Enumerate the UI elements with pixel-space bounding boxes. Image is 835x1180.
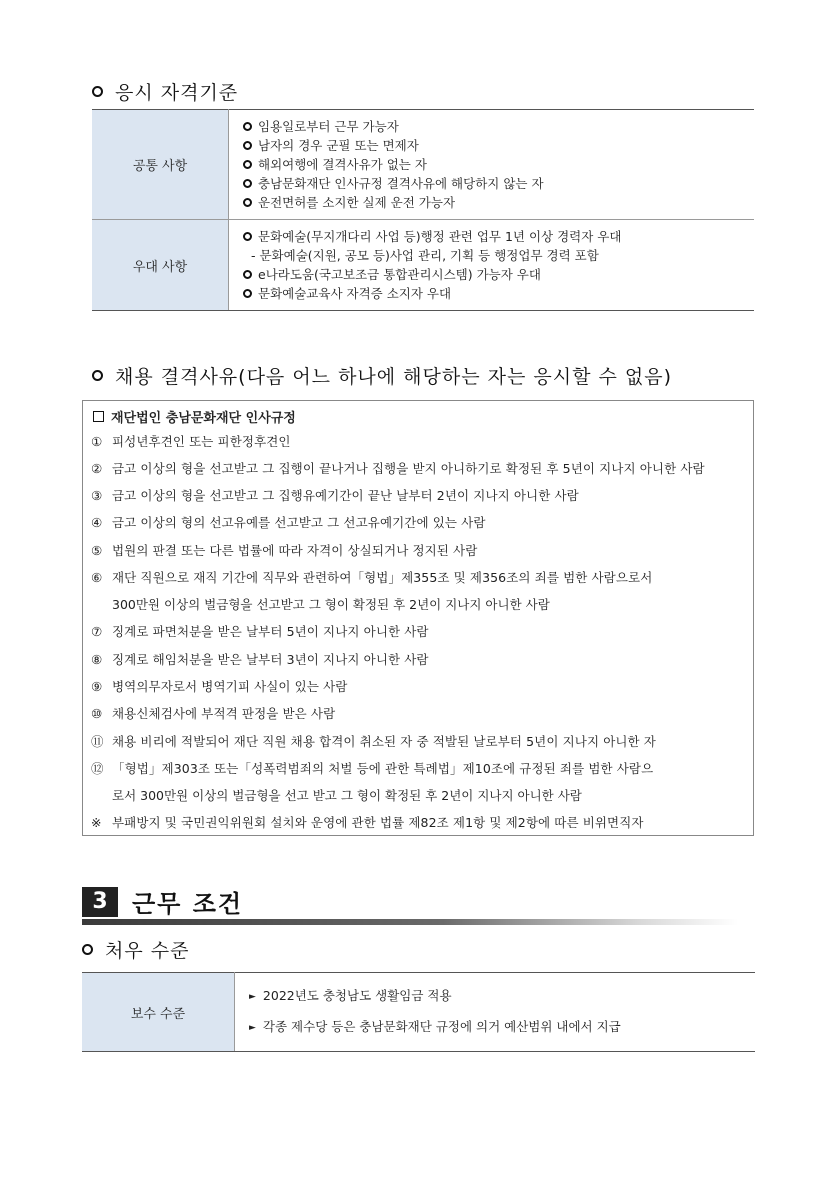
square-bullet-icon [93, 411, 104, 422]
circle-bullet-icon [92, 370, 103, 381]
list-item: ⑨ 병역의무자로서 병역기피 사실이 있는 사람 [91, 679, 348, 694]
common-requirements [229, 110, 755, 220]
circle-bullet-icon [243, 160, 252, 169]
list-item-continuation: 300만원 이상의 벌금형을 선고받고 그 형이 확정된 후 2년이 지나지 아니한 사람 [112, 597, 550, 612]
list-item: ⑩ 채용신체검사에 부적격 판정을 받은 사람 [91, 706, 336, 721]
triangle-bullet-icon: ► [249, 992, 256, 1002]
list-item: 임용일로부터 근무 가능자 [243, 117, 740, 136]
list-item: ※ 부패방지 및 국민권익위원회 설치와 운영에 관한 법률 제82조 제1항 및 제2항에 따른 비위면직자 [91, 815, 644, 830]
table-row [82, 973, 755, 1052]
row-label: 우대 사항 [92, 220, 229, 311]
circle-bullet-icon [243, 179, 252, 188]
disqualification-box [82, 400, 754, 836]
circle-bullet-icon [243, 232, 252, 241]
table-row [92, 220, 754, 311]
list-item: 충남문화재단 인사규정 결격사유에 해당하지 않는 자 [243, 174, 740, 193]
circle-bullet-icon [243, 122, 252, 131]
triangle-bullet-icon: ► [249, 1023, 256, 1033]
circle-bullet-icon [243, 270, 252, 279]
list-item: ③ 금고 이상의 형을 선고받고 그 집행유예기간이 끝난 날부터 2년이 지나지 아니한 사람 [91, 488, 579, 503]
list-item: 문화예술(무지개다리 사업 등)행정 관련 업무 1년 이상 경력자 우대 [243, 227, 740, 246]
list-item: ① 피성년후견인 또는 피한정후견인 [91, 434, 291, 449]
row-label: 보수 수준 [82, 973, 235, 1052]
circle-bullet-icon [92, 86, 103, 97]
disqualification-heading: 채용 결격사유(다음 어느 하나에 해당하는 자는 응시할 수 없음) [92, 362, 672, 389]
list-item: 남자의 경우 군필 또는 면제자 [243, 136, 740, 155]
list-item: ② 금고 이상의 형을 선고받고 그 집행이 끝나거나 집행을 받지 아니하기로 확정된 후 5년이 지나지 아니한 사람 [91, 461, 705, 476]
list-item: ⑦ 징계로 파면처분을 받은 날부터 5년이 지나지 아니한 사람 [91, 624, 429, 639]
circle-bullet-icon [243, 141, 252, 150]
row-label: 공통 사항 [92, 110, 229, 220]
section-number: 3 [82, 887, 118, 917]
section-divider [82, 919, 738, 925]
table-row [92, 110, 754, 220]
circle-bullet-icon [82, 944, 93, 955]
list-item: ⑧ 징계로 해임처분을 받은 날부터 3년이 지나지 아니한 사람 [91, 652, 429, 667]
list-item: ► 각종 제수당 등은 충남문화재단 규정에 의거 예산범위 내에서 지급 [249, 1012, 741, 1043]
pay-details [235, 973, 756, 1052]
list-item: e나라도움(국고보조금 통합관리시스템) 가능자 우대 [243, 265, 740, 284]
list-subitem: - 문화예술(지원, 공모 등)사업 관리, 기획 등 행정업무 경력 포함 [251, 248, 599, 263]
pay-table [82, 972, 755, 1052]
list-item: ⑪ 채용 비리에 적발되어 재단 직원 채용 합격이 취소된 자 중 적발된 날로부터 5년이 지나지 아니한 자 [91, 734, 656, 749]
box-title: 재단법인 충남문화재단 인사규정 [93, 407, 296, 426]
qualification-heading: 응시 자격기준 [92, 78, 238, 105]
list-item: 문화예술교육사 자격증 소지자 우대 [243, 284, 740, 303]
list-item: 운전면허를 소지한 실제 운전 가능자 [243, 193, 740, 212]
qualification-table [92, 109, 754, 311]
section-title: 근무 조건 [132, 890, 244, 918]
circle-bullet-icon [243, 198, 252, 207]
list-item-continuation: 로서 300만원 이상의 벌금형을 선고 받고 그 형이 확정된 후 2년이 지나지 아니한 사람 [112, 788, 582, 803]
list-item: ⑤ 법원의 판결 또는 다른 법률에 따라 자격이 상실되거나 정지된 사람 [91, 543, 478, 558]
list-item: ⑫ 「형법」제303조 또는「성폭력범죄의 처벌 등에 관한 특례법」제10조에 규정된 죄를 범한 사람으 [91, 761, 654, 776]
preferred-requirements [229, 220, 755, 311]
list-item: 해외여행에 결격사유가 없는 자 [243, 155, 740, 174]
circle-bullet-icon [243, 289, 252, 298]
section-heading [82, 884, 243, 919]
list-item: ► 2022년도 충청남도 생활임금 적용 [249, 981, 741, 1012]
treatment-heading: 처우 수준 [82, 936, 189, 963]
list-item: ⑥ 재단 직원으로 재직 기간에 직무와 관련하여「형법」제355조 및 제356조의 죄를 범한 사람으로서 [91, 570, 653, 585]
list-item: ④ 금고 이상의 형의 선고유예를 선고받고 그 선고유예기간에 있는 사람 [91, 515, 486, 530]
